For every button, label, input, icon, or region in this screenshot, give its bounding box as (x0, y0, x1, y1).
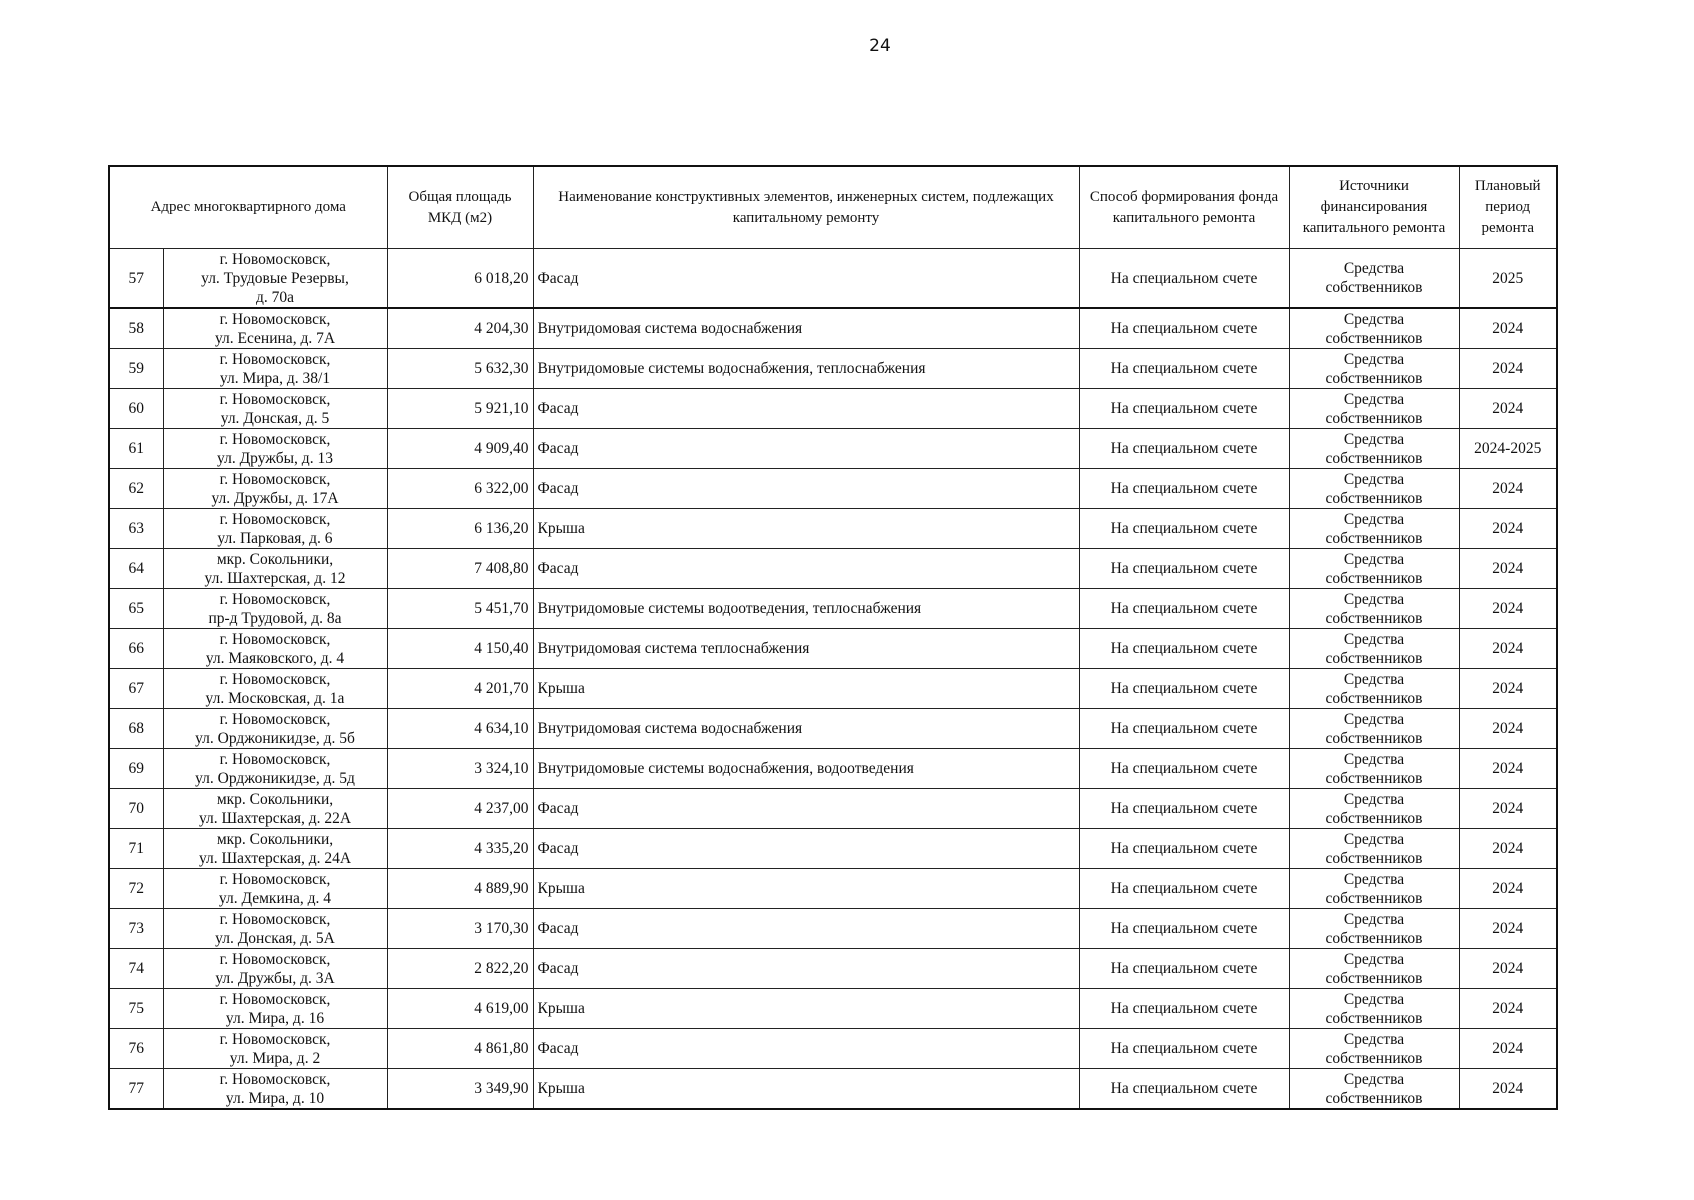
table-row (109, 829, 1557, 869)
table-row (109, 749, 1557, 789)
row-address (163, 829, 387, 869)
table-row (109, 869, 1557, 909)
table-row (109, 629, 1557, 669)
source-line-1: Средства (1343, 350, 1405, 368)
source-line-1: Средства (1343, 590, 1405, 608)
row-period: 2024 (1459, 469, 1557, 509)
row-number: 60 (109, 389, 163, 429)
row-area: 4 889,90 (387, 869, 533, 909)
table-row (109, 349, 1557, 389)
row-area: 6 018,20 (387, 249, 533, 309)
row-source (1289, 589, 1459, 629)
row-number: 61 (109, 429, 163, 469)
source-line-1: Средства (1343, 260, 1405, 277)
source-line-2: собственников (1325, 1049, 1423, 1067)
row-area: 4 237,00 (387, 789, 533, 829)
row-element: Фасад (533, 789, 1079, 829)
row-area: 5 451,70 (387, 589, 533, 629)
source-line-1: Средства (1343, 950, 1405, 968)
address-line-2: ул. Мира, д. 10 (225, 1089, 325, 1107)
address-line-2: ул. Парковая, д. 6 (217, 529, 333, 547)
row-element: Внутридомовые системы водоотведения, теплоснабжения (533, 589, 1079, 629)
address-line-1: г. Новомосковск, (219, 250, 331, 268)
table-row (109, 249, 1557, 309)
source-line-2: собственников (1325, 409, 1423, 427)
row-element: Фасад (533, 429, 1079, 469)
address-line-2: ул. Мира, д. 38/1 (219, 369, 331, 387)
row-source (1289, 349, 1459, 389)
table-row (109, 509, 1557, 549)
source-line-1: Средства (1343, 990, 1405, 1008)
row-element: Крыша (533, 1069, 1079, 1110)
row-number: 59 (109, 349, 163, 389)
row-method: На специальном счете (1079, 949, 1289, 989)
row-source (1289, 949, 1459, 989)
row-method: На специальном счете (1079, 909, 1289, 949)
row-period: 2024 (1459, 629, 1557, 669)
row-element: Фасад (533, 949, 1079, 989)
address-line-2: пр-д Трудовой, д. 8а (208, 609, 342, 627)
row-method: На специальном счете (1079, 709, 1289, 749)
row-element: Фасад (533, 549, 1079, 589)
source-line-1: Средства (1343, 750, 1405, 768)
row-period: 2024 (1459, 509, 1557, 549)
source-line-1: Средства (1343, 310, 1405, 328)
row-element: Крыша (533, 989, 1079, 1029)
table-row (109, 308, 1557, 349)
row-number: 62 (109, 469, 163, 509)
row-area: 2 822,20 (387, 949, 533, 989)
row-source (1289, 869, 1459, 909)
row-element: Внутридомовая система водоснабжения (533, 308, 1079, 349)
row-source (1289, 249, 1459, 309)
row-method: На специальном счете (1079, 869, 1289, 909)
row-period: 2024 (1459, 709, 1557, 749)
row-source (1289, 1029, 1459, 1069)
source-line-1: Средства (1343, 790, 1405, 808)
row-address (163, 949, 387, 989)
source-line-1: Средства (1343, 550, 1405, 568)
address-line-2: ул. Мира, д. 16 (225, 1009, 325, 1027)
source-line-1: Средства (1343, 870, 1405, 888)
table-row (109, 669, 1557, 709)
address-line-1: г. Новомосковск, (219, 470, 331, 488)
row-source (1289, 789, 1459, 829)
row-period: 2024 (1459, 669, 1557, 709)
row-method: На специальном счете (1079, 389, 1289, 429)
address-line-2: ул. Дружбы, д. 3А (215, 969, 335, 987)
table-row (109, 949, 1557, 989)
row-source (1289, 829, 1459, 869)
address-line-2: ул. Шахтерская, д. 24А (198, 849, 352, 867)
address-line-1: г. Новомосковск, (219, 990, 331, 1008)
table-row (109, 389, 1557, 429)
row-address (163, 629, 387, 669)
table-row (109, 589, 1557, 629)
row-number: 70 (109, 789, 163, 829)
row-period: 2025 (1459, 249, 1557, 309)
source-line-1: Средства (1343, 1070, 1405, 1088)
row-period: 2024 (1459, 1029, 1557, 1069)
source-line-1: Средства (1343, 390, 1405, 408)
source-line-2: собственников (1325, 689, 1423, 707)
row-address (163, 1069, 387, 1110)
row-period: 2024 (1459, 349, 1557, 389)
table-row (109, 429, 1557, 469)
source-line-2: собственников (1325, 529, 1423, 547)
source-line-1: Средства (1343, 910, 1405, 928)
source-line-2: собственников (1325, 279, 1423, 296)
row-method: На специальном счете (1079, 829, 1289, 869)
row-address (163, 669, 387, 709)
address-line-1: г. Новомосковск, (219, 310, 331, 328)
row-address (163, 509, 387, 549)
row-method: На специальном счете (1079, 469, 1289, 509)
source-line-1: Средства (1343, 630, 1405, 648)
row-address (163, 389, 387, 429)
row-period: 2024 (1459, 549, 1557, 589)
source-line-1: Средства (1343, 710, 1405, 728)
row-period: 2024-2025 (1459, 429, 1557, 469)
row-source (1289, 469, 1459, 509)
row-number: 71 (109, 829, 163, 869)
address-line-1: г. Новомосковск, (219, 590, 331, 608)
row-element: Фасад (533, 1029, 1079, 1069)
row-address (163, 909, 387, 949)
source-line-2: собственников (1325, 1089, 1423, 1107)
table-row (109, 469, 1557, 509)
row-area: 4 201,70 (387, 669, 533, 709)
row-element: Внутридомовые системы водоснабжения, теплоснабжения (533, 349, 1079, 389)
row-method: На специальном счете (1079, 429, 1289, 469)
row-area: 4 204,30 (387, 308, 533, 349)
row-period: 2024 (1459, 589, 1557, 629)
address-line-1: г. Новомосковск, (219, 710, 331, 728)
source-line-2: собственников (1325, 449, 1423, 467)
address-line-1: мкр. Сокольники, (216, 790, 334, 808)
row-number: 63 (109, 509, 163, 549)
row-element: Фасад (533, 389, 1079, 429)
table-row (109, 1029, 1557, 1069)
address-line-1: г. Новомосковск, (219, 510, 331, 528)
source-line-2: собственников (1325, 609, 1423, 627)
table-row (109, 709, 1557, 749)
source-line-2: собственников (1325, 329, 1423, 347)
address-line-2: ул. Трудовые Резервы, (201, 269, 349, 287)
row-method: На специальном счете (1079, 509, 1289, 549)
row-source (1289, 749, 1459, 789)
row-area: 4 619,00 (387, 989, 533, 1029)
row-number: 73 (109, 909, 163, 949)
source-line-1: Средства (1343, 510, 1405, 528)
row-period: 2024 (1459, 789, 1557, 829)
row-address (163, 749, 387, 789)
row-area: 4 909,40 (387, 429, 533, 469)
row-address (163, 1029, 387, 1069)
address-line-2: ул. Есенина, д. 7А (214, 329, 336, 347)
address-line-1: г. Новомосковск, (219, 910, 331, 928)
address-line-1: г. Новомосковск, (219, 630, 331, 648)
row-method: На специальном счете (1079, 1069, 1289, 1110)
row-number: 58 (109, 308, 163, 349)
row-element: Фасад (533, 469, 1079, 509)
row-period: 2024 (1459, 308, 1557, 349)
source-line-2: собственников (1325, 769, 1423, 787)
row-address (163, 789, 387, 829)
row-method: На специальном счете (1079, 249, 1289, 309)
address-line-2: ул. Орджоникидзе, д. 5б (195, 729, 355, 747)
row-period: 2024 (1459, 749, 1557, 789)
source-line-2: собственников (1325, 649, 1423, 667)
source-line-1: Средства (1343, 830, 1405, 848)
address-line-1: мкр. Сокольники, (216, 830, 334, 848)
header-area: Общая площадь МКД (м2) (387, 166, 533, 249)
address-line-2: ул. Шахтерская, д. 12 (204, 569, 346, 587)
table-row (109, 549, 1557, 589)
page-number: 24 (869, 36, 891, 56)
header-period: Плановый период ремонта (1459, 166, 1557, 249)
address-line-1: г. Новомосковск, (219, 750, 331, 768)
row-source (1289, 549, 1459, 589)
address-line-2: ул. Шахтерская, д. 22А (198, 809, 352, 827)
row-method: На специальном счете (1079, 308, 1289, 349)
address-line-2: ул. Московская, д. 1а (205, 689, 345, 707)
row-source (1289, 429, 1459, 469)
row-area: 6 322,00 (387, 469, 533, 509)
row-address (163, 709, 387, 749)
address-line-1: г. Новомосковск, (219, 1070, 331, 1088)
row-element: Внутридомовые системы водоснабжения, водоотведения (533, 749, 1079, 789)
address-line-2: ул. Донская, д. 5А (215, 929, 335, 947)
row-address (163, 429, 387, 469)
row-period: 2024 (1459, 989, 1557, 1029)
row-number: 72 (109, 869, 163, 909)
row-source (1289, 629, 1459, 669)
row-area: 4 861,80 (387, 1029, 533, 1069)
row-area: 6 136,20 (387, 509, 533, 549)
row-source (1289, 669, 1459, 709)
source-line-2: собственников (1325, 889, 1423, 907)
row-period: 2024 (1459, 829, 1557, 869)
table-row (109, 789, 1557, 829)
address-line-2: ул. Дружбы, д. 17А (211, 489, 339, 507)
row-area: 4 335,20 (387, 829, 533, 869)
row-element: Внутридомовая система водоснабжения (533, 709, 1079, 749)
row-period: 2024 (1459, 909, 1557, 949)
row-number: 64 (109, 549, 163, 589)
row-element: Фасад (533, 249, 1079, 309)
row-source (1289, 989, 1459, 1029)
source-line-2: собственников (1325, 489, 1423, 507)
row-area: 7 408,80 (387, 549, 533, 589)
row-number: 75 (109, 989, 163, 1029)
source-line-1: Средства (1343, 470, 1405, 488)
address-line-1: г. Новомосковск, (219, 1030, 331, 1048)
row-element: Фасад (533, 829, 1079, 869)
row-element: Крыша (533, 669, 1079, 709)
address-line-1: г. Новомосковск, (219, 950, 331, 968)
row-address (163, 469, 387, 509)
row-number: 65 (109, 589, 163, 629)
row-source (1289, 509, 1459, 549)
row-period: 2024 (1459, 389, 1557, 429)
table-header-row (109, 166, 1557, 249)
source-line-1: Средства (1343, 1030, 1405, 1048)
address-line-3: д. 70а (255, 288, 295, 306)
row-source (1289, 389, 1459, 429)
row-area: 5 921,10 (387, 389, 533, 429)
source-line-2: собственников (1325, 729, 1423, 747)
row-method: На специальном счете (1079, 669, 1289, 709)
row-address (163, 308, 387, 349)
source-line-2: собственников (1325, 969, 1423, 987)
row-method: На специальном счете (1079, 629, 1289, 669)
row-number: 74 (109, 949, 163, 989)
row-number: 66 (109, 629, 163, 669)
header-elements: Наименование конструктивных элементов, инженерных систем, подлежащих капитальному ремонту (533, 166, 1079, 249)
row-element: Фасад (533, 909, 1079, 949)
row-area: 3 170,30 (387, 909, 533, 949)
row-method: На специальном счете (1079, 549, 1289, 589)
row-address (163, 589, 387, 629)
row-method: На специальном счете (1079, 589, 1289, 629)
row-area: 4 634,10 (387, 709, 533, 749)
row-period: 2024 (1459, 949, 1557, 989)
row-number: 77 (109, 1069, 163, 1110)
row-element: Крыша (533, 509, 1079, 549)
row-area: 5 632,30 (387, 349, 533, 389)
row-method: На специальном счете (1079, 1029, 1289, 1069)
row-number: 69 (109, 749, 163, 789)
row-source (1289, 1069, 1459, 1110)
table-row (109, 989, 1557, 1029)
row-number: 57 (109, 249, 163, 309)
address-line-1: г. Новомосковск, (219, 350, 331, 368)
address-line-2: ул. Маяковского, д. 4 (205, 649, 345, 667)
address-line-1: г. Новомосковск, (219, 430, 331, 448)
source-line-1: Средства (1343, 430, 1405, 448)
header-source: Источники финансирования капитального ремонта (1289, 166, 1459, 249)
address-line-2: ул. Орджоникидзе, д. 5д (195, 769, 355, 787)
row-element: Внутридомовая система теплоснабжения (533, 629, 1079, 669)
address-line-2: ул. Дружбы, д. 13 (217, 449, 333, 467)
source-line-2: собственников (1325, 929, 1423, 947)
row-number: 67 (109, 669, 163, 709)
address-line-2: ул. Донская, д. 5 (220, 409, 330, 427)
address-line-1: г. Новомосковск, (219, 390, 331, 408)
header-address: Адрес многоквартирного дома (109, 166, 387, 249)
source-line-2: собственников (1325, 369, 1423, 387)
source-line-1: Средства (1343, 670, 1405, 688)
source-line-2: собственников (1325, 849, 1423, 867)
row-period: 2024 (1459, 869, 1557, 909)
table-row (109, 909, 1557, 949)
address-line-1: мкр. Сокольники, (216, 550, 334, 568)
row-address (163, 869, 387, 909)
source-line-2: собственников (1325, 569, 1423, 587)
row-area: 4 150,40 (387, 629, 533, 669)
table-body (109, 249, 1557, 1110)
address-line-2: ул. Демкина, д. 4 (218, 889, 332, 907)
source-line-2: собственников (1325, 809, 1423, 827)
row-method: На специальном счете (1079, 789, 1289, 829)
row-area: 3 349,90 (387, 1069, 533, 1110)
row-source (1289, 909, 1459, 949)
row-element: Крыша (533, 869, 1079, 909)
row-address (163, 349, 387, 389)
row-method: На специальном счете (1079, 749, 1289, 789)
address-line-1: г. Новомосковск, (219, 870, 331, 888)
row-address (163, 989, 387, 1029)
row-source (1289, 709, 1459, 749)
row-area: 3 324,10 (387, 749, 533, 789)
address-line-2: ул. Мира, д. 2 (229, 1049, 321, 1067)
header-method: Способ формирования фонда капитального ремонта (1079, 166, 1289, 249)
row-method: На специальном счете (1079, 989, 1289, 1029)
table-row (109, 1069, 1557, 1110)
source-line-2: собственников (1325, 1009, 1423, 1027)
capital-repair-table (108, 165, 1558, 1110)
row-period: 2024 (1459, 1069, 1557, 1110)
row-number: 76 (109, 1029, 163, 1069)
row-source (1289, 308, 1459, 349)
row-number: 68 (109, 709, 163, 749)
row-method: На специальном счете (1079, 349, 1289, 389)
row-address (163, 249, 387, 309)
address-line-1: г. Новомосковск, (219, 670, 331, 688)
row-address (163, 549, 387, 589)
